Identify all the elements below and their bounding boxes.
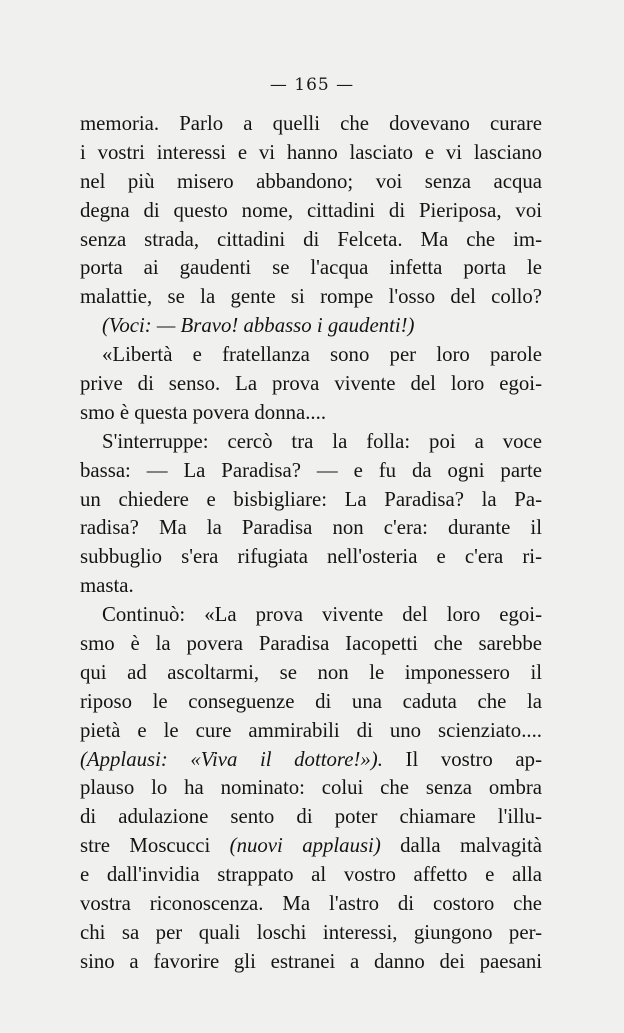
text-line: masta. [80, 574, 134, 598]
text-line: S'interruppe: cercò tra la folla: poi a voce [102, 429, 542, 453]
text-line: chi sa per quali loschi interessi, giungono per- [80, 920, 542, 944]
body-text [80, 110, 542, 977]
text-line: bassa: — La Paradisa? — e fu da ogni parte [80, 458, 542, 482]
page-number: — 165 — [269, 75, 355, 95]
text-line: e dall'invidia strappato al vostro affetto e alla [80, 863, 542, 887]
text-line: «Libertà e fratellanza sono per loro parole [102, 343, 542, 367]
text-line: senza strada, cittadini di Felceta. Ma che im- [80, 227, 542, 251]
text-line: malattie, se la gente si rompe l'osso del collo? [80, 285, 542, 309]
text-line: riposo le conseguenze di una caduta che la [80, 689, 542, 713]
text-line: i vostri interessi e vi hanno lasciato e vi lasciano [80, 140, 542, 164]
text-line: radisa? Ma la Paradisa non c'era: durante il [80, 516, 542, 540]
text-line [80, 832, 542, 861]
text-line: smo è questa povera donna.... [80, 400, 327, 424]
text-line [80, 746, 542, 775]
text-line: plauso lo ha nominato: colui che senza ombra [80, 776, 542, 800]
text-line: di adulazione sento di poter chiamare l'illu- [80, 805, 542, 829]
text-line: qui ad ascoltarmi, se non le imponessero il [80, 660, 542, 684]
voices-interjection: (Voci: — Bravo! abbasso i gaudenti!) [102, 314, 415, 338]
text-line: un chiedere e bisbigliare: La Paradisa? la Pa- [80, 487, 542, 511]
applause-interjection: (Applausi: «Viva il dottore!»). [80, 747, 383, 771]
text-line: pietà e le cure ammirabili di uno scienziato.... [80, 718, 542, 742]
text-segment: stre Moscucci [80, 834, 230, 858]
text-line: vostra riconoscenza. Ma l'astro di costoro che [80, 892, 542, 916]
text-line: Continuò: «La prova vivente del loro egoi- [102, 603, 542, 627]
applause-interjection: (nuovi applausi) [229, 834, 381, 858]
text-line: nel più misero abbandono; voi senza acqua [80, 169, 542, 193]
text-segment: Il vostro ap- [382, 747, 542, 771]
text-line: prive di senso. La prova vivente del loro egoi- [80, 372, 542, 396]
text-line: memoria. Parlo a quelli che dovevano curare [80, 112, 542, 135]
text-segment: dalla malvagità [380, 834, 542, 858]
text-line: smo è la povera Paradisa Iacopetti che sarebbe [80, 632, 542, 656]
text-line: sino a favorire gli estranei a danno dei paesani [80, 949, 542, 973]
text-line: subbuglio s'era rifugiata nell'osteria e c'era ri- [80, 545, 542, 569]
text-line: porta ai gaudenti se l'acqua infetta porta le [80, 256, 542, 280]
text-line: degna di questo nome, cittadini di Pieriposa, voi [80, 198, 542, 222]
